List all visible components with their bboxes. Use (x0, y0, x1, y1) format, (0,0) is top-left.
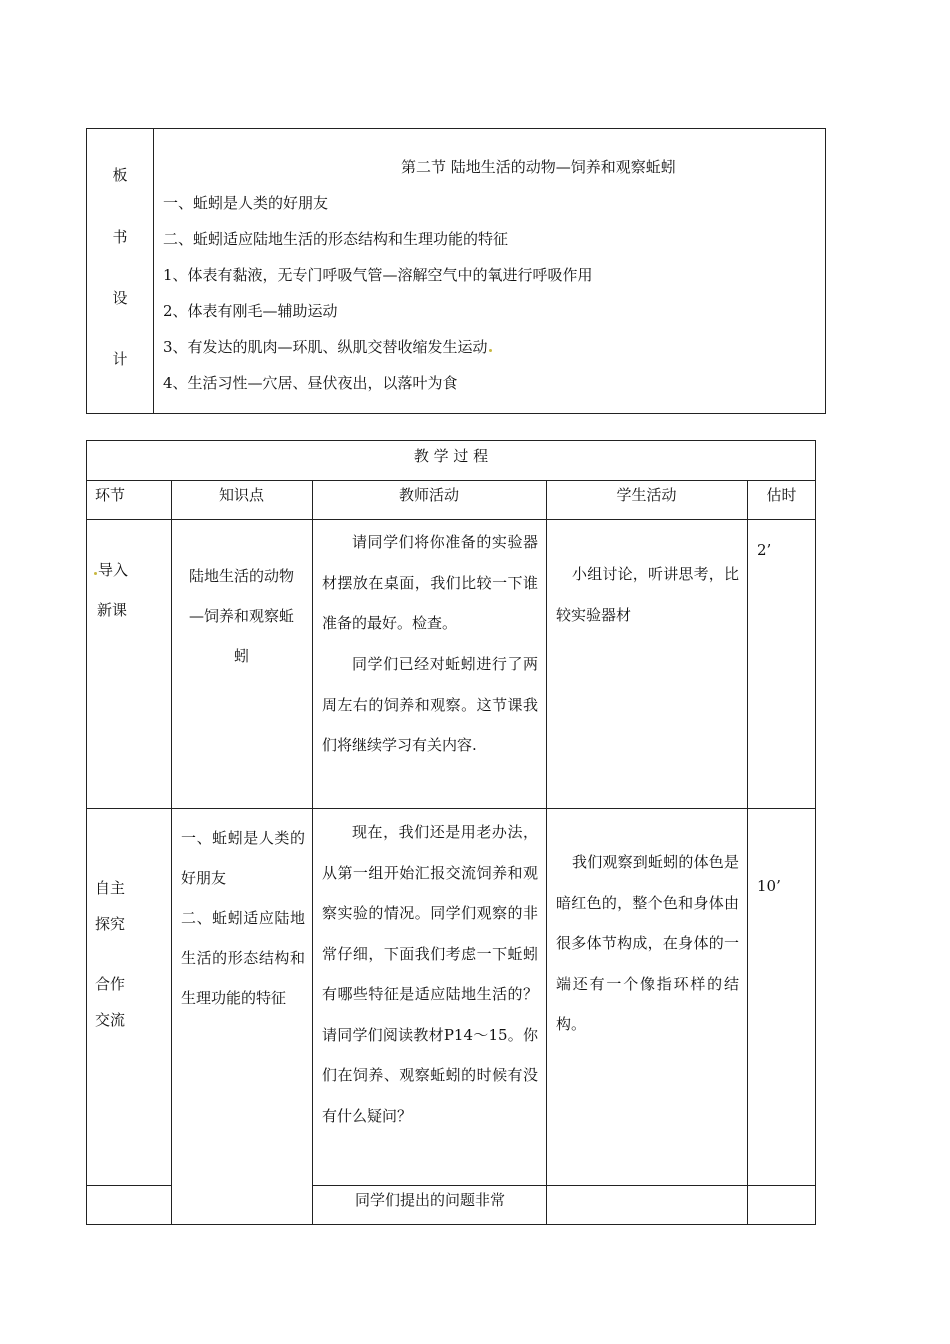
row-line (86, 480, 816, 481)
time-estimate: 10’ (757, 877, 781, 895)
student-activity: 我们观察到蚯蚓的体色是暗红色的，整个色和身体由很多体节构成，在身体的一端还有一个像指环样的结构。 (556, 853, 739, 1033)
header-time: 估时 (766, 486, 797, 504)
stage-line: 导入 (98, 561, 129, 579)
stage-line: 交流 (95, 1011, 126, 1029)
col-line (171, 480, 172, 1225)
board-line: 4、生活习性—穴居、昼伏夜出，以落叶为食 (163, 374, 458, 392)
header-student: 学生活动 (616, 486, 677, 504)
stage-line: 新课 (97, 601, 128, 619)
col-line (747, 480, 748, 1225)
board-line: 2、体表有刚毛—辅助运动 (163, 302, 338, 320)
header-stage: 环节 (95, 486, 126, 504)
knowledge-line: 蚓 (233, 647, 249, 665)
teacher-activity: 同学们提出的问题非常 (355, 1191, 506, 1209)
row-line (86, 1185, 172, 1186)
teacher-paragraph: 请同学们将你准备的实验器材摆放在桌面，我们比较一下谁准备的最好。检查。 (322, 533, 538, 632)
board-label-char: 计 (112, 350, 128, 368)
teacher-activity (322, 644, 538, 766)
teacher-paragraph: 同学们已经对蚯蚓进行了两周左右的饲养和观察。这节课我们将继续学习有关内容. (322, 655, 538, 754)
col-line (312, 480, 313, 1225)
board-title: 第二节 陆地生活的动物—饲养和观察蚯蚓 (401, 158, 676, 176)
board-line: 1、体表有黏液，无专门呼吸气管—溶解空气中的氧进行呼吸作用 (163, 266, 593, 284)
stage-line: 合作 (95, 975, 126, 993)
teacher-activity: 现在，我们还是用老办法，从第一组开始汇报交流饲养和观察实验的情况。同学们观察的非常仔细，下面我们考虑一下蚯蚓有哪些特征是适应陆地生活的？请同学们阅读教材P14～15。你们在饲养、观察蚯蚓的时候有没有什么疑问？ (322, 823, 538, 1125)
row-line (312, 1185, 816, 1186)
teacher-activity (322, 522, 538, 644)
header-knowledge: 知识点 (218, 486, 264, 504)
board-line: 一、蚯蚓是人类的好朋友 (163, 194, 329, 212)
board-divider (153, 128, 154, 414)
decor-dot (489, 349, 492, 352)
col-line (546, 480, 547, 1225)
student-activity: 小组讨论，听讲思考，比较实验器材 (556, 565, 739, 624)
board-label-char: 书 (112, 228, 128, 246)
board-line-text: 3、有发达的肌肉—环肌、纵肌交替收缩发生运动 (163, 338, 488, 356)
knowledge-line: 陆地生活的动物 (188, 567, 294, 585)
board-line: 二、蚯蚓适应陆地生活的形态结构和生理功能的特征 (163, 230, 509, 248)
knowledge-cell: 一、蚯蚓是人类的好朋友 二、蚯蚓适应陆地生活的形态结构和生理功能的特征 (181, 829, 305, 1007)
stage-text (93, 560, 128, 580)
header-teacher: 教师活动 (398, 486, 459, 504)
board-label-char: 设 (112, 289, 128, 307)
knowledge-line: —饲养和观察蚯 (188, 607, 294, 625)
stage-line: 自主 (95, 879, 126, 897)
row-line (86, 519, 816, 520)
board-label-char: 板 (112, 166, 128, 184)
stage-line: 探究 (95, 915, 126, 933)
row-line (86, 808, 816, 809)
decor-dot (94, 572, 97, 575)
board-line (163, 337, 493, 357)
process-title: 教 学 过 程 (413, 447, 489, 465)
time-estimate: 2’ (757, 541, 772, 559)
